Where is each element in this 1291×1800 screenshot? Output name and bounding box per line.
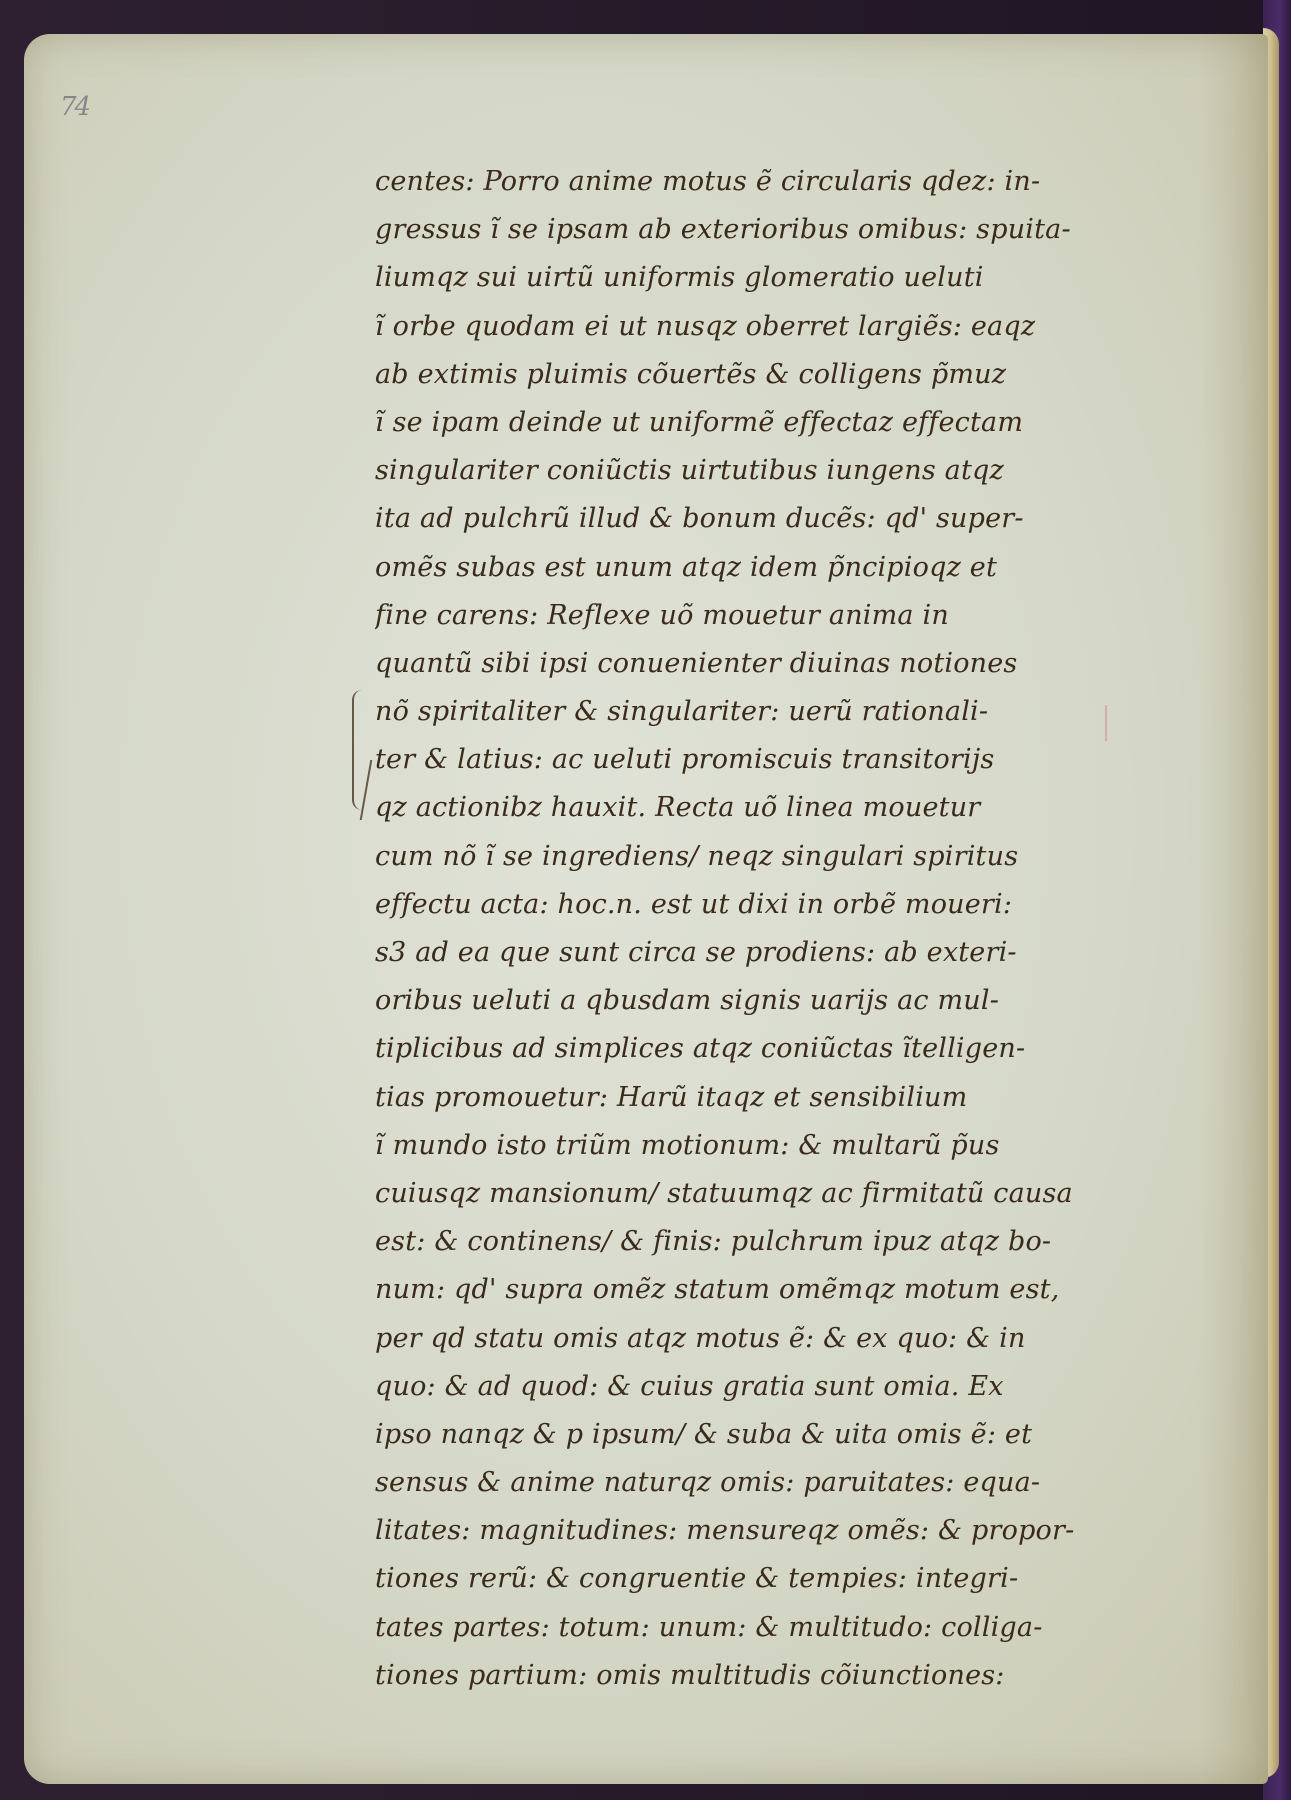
text-line: liumqz sui uirtũ uniformis glomeratio ueluti bbox=[375, 262, 984, 294]
text-line: tiones rerũ: & congruentie & tempies: integri- bbox=[375, 1563, 1019, 1595]
text-line: ipso nanqz & p ipsum/ & suba & uita omis ẽ: et bbox=[375, 1418, 1033, 1450]
folio-number: 74 bbox=[60, 92, 90, 122]
text-line: quantũ sibi ipsi conuenienter diuinas notiones bbox=[375, 647, 1018, 679]
text-line: fine carens: Reflexe uõ mouetur anima in bbox=[375, 599, 949, 631]
text-line: gressus ĩ se ipsam ab exterioribus omibus: spuita- bbox=[375, 214, 1071, 246]
text-line: ĩ orbe quodam ei ut nusqz oberret largiẽs: eaqz bbox=[375, 310, 1036, 342]
text-line: singulariter coniũctis uirtutibus iungens atqz bbox=[375, 455, 1004, 487]
text-line: tiplicibus ad simplices atqz coniũctas ĩtelligen- bbox=[375, 1033, 1026, 1065]
text-line: sensus & anime naturqz omis: paruitates: equa- bbox=[375, 1467, 1041, 1499]
text-line: ita ad pulchrũ illud & bonum ducẽs: qd' super- bbox=[375, 503, 1024, 535]
text-line: omẽs subas est unum atqz idem p̃ncipioqz et bbox=[375, 551, 998, 583]
text-line: tias promouetur: Harũ itaqz et sensibilium bbox=[375, 1081, 968, 1113]
text-line: oribus ueluti a qbusdam signis uarijs ac mul- bbox=[375, 985, 1000, 1017]
text-line: ter & latius: ac ueluti promiscuis transitorijs bbox=[375, 744, 995, 776]
gutter-shadow bbox=[1198, 34, 1268, 1784]
text-line: quo: & ad quod: & cuius gratia sunt omia. Ex bbox=[375, 1370, 1004, 1402]
text-line: est: & continens/ & finis: pulchrum ipuz atqz bo- bbox=[375, 1226, 1052, 1258]
text-line: s3 ad ea que sunt circa se prodiens: ab exteri- bbox=[375, 937, 1017, 968]
text-line: effectu acta: hoc.n. est ut dixi in orbẽ moueri: bbox=[375, 888, 1013, 920]
text-line: litates: magnitudines: mensureqz omẽs: & propor- bbox=[375, 1515, 1075, 1547]
text-line: per qd statu omis atqz motus ẽ: & ex quo: & in bbox=[375, 1322, 1026, 1354]
text-line: cum nõ ĩ se ingrediens/ neqz singulari spiritus bbox=[375, 840, 1019, 872]
text-line: nõ spiritaliter & singulariter: uerũ rationali- bbox=[375, 696, 989, 728]
text-line: centes: Porro anime motus ẽ circularis qdez: in- bbox=[375, 166, 1041, 197]
text-line: ĩ mundo isto triũm motionum: & multarũ p̃us bbox=[375, 1129, 1000, 1161]
text-line: ab extimis pluimis cõuertẽs & colligens p̃muz bbox=[375, 358, 1007, 390]
text-line: num: qd' supra omẽz statum omẽmqz motum est, bbox=[375, 1274, 1060, 1306]
text-block bbox=[375, 158, 1175, 1700]
text-line: qz actionibz hauxit. Recta uõ linea mouetur bbox=[375, 792, 981, 824]
text-line: cuiusqz mansionum/ statuumqz ac firmitatũ causa bbox=[375, 1177, 1073, 1209]
text-line: tates partes: totum: unum: & multitudo: colliga- bbox=[375, 1611, 1043, 1643]
text-line: tiones partium: omis multitudis cõiunctiones: bbox=[375, 1659, 1005, 1691]
text-line: ĩ se ipam deinde ut uniformẽ effectaz effectam bbox=[375, 406, 1024, 438]
